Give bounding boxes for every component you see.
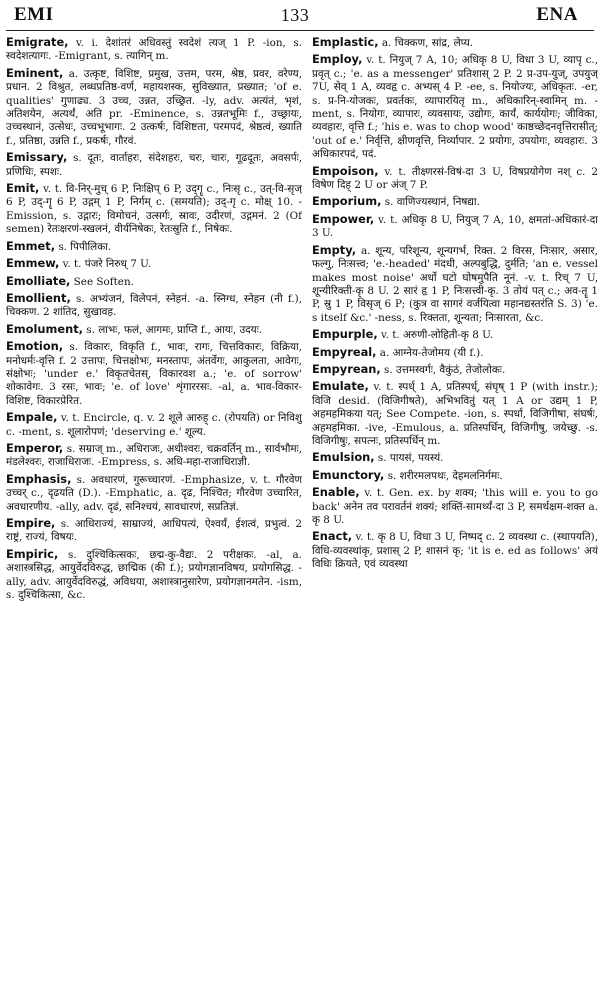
dictionary-entry [6,473,302,514]
dictionary-entry [6,275,302,289]
dictionary-entry [6,323,302,337]
entry-headword: Eminent, [6,65,64,80]
entry-headword: Empty, [312,242,357,257]
entry-headword: Emolument, [6,321,83,336]
dictionary-entry [6,67,302,148]
page-number: 133 [280,4,310,25]
entry-headword: Emmew, [6,256,60,271]
page-header [0,0,600,30]
entry-headword: Emporium, [312,194,382,209]
dictionary-entry [312,328,598,342]
dictionary-entry [6,151,302,179]
entry-headword: Enable, [312,485,360,500]
dictionary-entry [6,292,302,320]
dictionary-entry [312,36,598,50]
entry-headword: Empoison, [312,163,379,178]
dictionary-entry [312,469,598,483]
dictionary-entry [6,240,302,254]
right-guide-word: ENA [536,4,578,25]
entry-definition: s. उत्तमस्वर्गः, वैकुंठं, तेजोलोकः. [380,363,506,376]
dictionary-entry [312,363,598,377]
entry-definition: v. t. कृ 8 U, विधा 3 U, निष्पद् c. 2 व्यवस्था c. (स्थापयति), विधि-व्यवस्थांकृ, प्रशास् 2 P, शासनं कृ; 'it is e. ed as follows' अयं विधिः क्रियते, एवं व्यवस्था [312,531,598,571]
entry-definition: s. सम्राज् m., अधिराजः, अधीश्वरः, चक्रवर्तिन् m., सार्वभौमः, मंडलेश्वरः, राजाधिराजः. -Empress, s. अधि-महा-राजाधिराज्ञी. [6,442,302,469]
dictionary-entry [312,195,598,209]
entry-headword: Emigrate, [6,36,69,49]
dictionary-entry [6,517,302,545]
entry-headword: Empale, [6,410,58,425]
dictionary-entry [312,213,598,241]
dictionary-entry [6,257,302,271]
entry-headword: Emollient, [6,290,71,305]
dictionary-entry [312,451,598,465]
entry-headword: Emmet, [6,238,56,253]
entry-definition: s. अभ्यंजनं, विलेपनं, स्नेहनं. -a. स्निग्ध, स्नेहन (नी f.), चिक्कण. 2 शांतिद, सुखावह. [6,292,302,319]
entry-headword: Emissary, [6,150,68,165]
entry-headword: Emit, [6,181,40,196]
entry-headword: Emulate, [312,379,369,394]
entry-definition: s. दूतः, वार्ताहरः, संदेशहरः, चरः, चारः, गूढदूतः, अवसर्पः, प्रणिधिः, स्पशः. [6,152,302,178]
entry-definition: s. दुश्चिकित्सकः, छद्म-कु-वैद्यः. 2 परीक्षकः. -al, a. अशास्त्रसिद्ध, आयुर्वेदविरुद्ध, छाद्मिक (की f.); प्रयोगज्ञानविषय, प्रयोगसिद्ध. -ally, adv. आयुर्वेदविरुद्धं, अविधया, अशास्त्रानुसारेण, प्रयोगज्ञानमतेन. -ism, s. दुश्चिकित्सा, &c. [6,548,302,602]
entry-definition: a. शून्य, परिशून्य, शून्यगर्भ, रिक्त. 2 विरस, निःसार, असार, फल्गु, निःसत्त्व; 'e.-headed' मंदधी, अल्पबुद्धि, दुर्मति; 'an e. vessel makes most noise' अर्धो घटो घोषमुपैति नूनं. -v. t. रिच् 7 U, शून्यीरिक्ती-कृ 8 U. 2 सारं हृ 1 P, निःसत्त्वी-कृ. 3 तोयं पत् c.; अव-तॄ 1 P, स्रु 1 P, विसृज् 6 P; (कुत्र वा सागरं वर्जयित्वा महानद्यस्तरंति S. 3) 'e. s itself &c.' -ness, s. रिक्तता, शून्यता; निःसारता, &c. [312,244,598,324]
entry-headword: Employ, [312,52,363,67]
entry-definition: s. पिपीलिका. [55,240,112,253]
entry-headword: Empower, [312,211,375,226]
entry-headword: Empiric, [6,546,59,561]
entry-headword: Emplastic, [312,36,379,49]
entry-definition: v. t. नियुज् 7 A, 10; अधिकृ 8 U, विधा 3 U, व्यापृ c., प्रवृत् c.; 'e. as a messenger' प्रतिशास् 2 P. 2 प्र-उप-युज्, उपयुज् 7U, सेव् 1 A, व्यवहृ c. अभ्यस् 4 P. -ee, s. नियोज्यः, अधिकृतः. -er, s. प्र-नि-योजकः, प्रवर्तकः, व्यापारयितृ m., अधिकारिन्-स्वामिन् m. -ment, s. नियोगः, व्यापारः, व्यवसायः, उद्योगः, कार्यं, कार्ययोगः; जीविका, व्यवहारः, वृत्ति f.; 'his e. was to chop wood' काष्ठच्छेदनवृत्तिरासीत्; 'out of e.' निर्वृत्ति, क्षीणवृत्ति, निर्व्यापार. 2 प्रयोगः, उपयोगः, व्यवहारः. 3 अधिकारपदं, पदं. [312,54,598,161]
dictionary-entry [312,486,598,527]
left-column [6,36,302,1002]
entry-headword: Empurple, [312,327,378,342]
entry-definition: s. विकारः, विकृति f., भावः, रागः, चित्तविकारः, विक्रिया, मनोधर्मः-वृत्ति f. 2 उत्तापः, चित्तक्षोभः, मनस्तापः, अंतर्वेगः, आकुलता, आवेगः, संक्षोभः; 'under e.' विकृतचेतस्, विकारवश a.; 'e. of sorrow' शोकावेगः. 3 रसः, भावः; 'e. of love' शृंगाररसः. -al, a. भाव-विकार-विशिष्ट, विकारप्रेरित. [6,341,302,407]
entry-definition: See Soften. [70,275,134,288]
left-guide-word: EMI [14,4,54,25]
header-rule [6,30,594,31]
dictionary-entry [312,53,598,161]
dictionary-entry [6,411,302,439]
entry-definition: v. t. अधिकृ 8 U, नियुज् 7 A, 10, क्षमतां-अधिकारं-दा 3 U. [312,213,598,240]
entry-definition: v. t. तीक्ष्णरसं-विषं-दा 3 U, विषप्रयोगेण नश् c. 2 विषेण दिह् 2 U or अंज् 7 P. [312,165,598,192]
entry-headword: Emolliate, [6,273,71,288]
entry-definition: v. t. अरुणी-लोहिती-कृ 8 U. [377,329,494,342]
entry-definition: v. t. Encircle, q. v. 2 शूले आरुह् c. (रोपयति) or निविशु c. -ment, s. शूलारोपणं; 'deserving e.' शूल्य. [6,412,302,438]
entry-headword: Empire, [6,516,56,530]
dictionary-entry [6,442,302,470]
dictionary-entry [312,165,598,193]
dictionary-entry [6,182,302,237]
entry-definition: s. शरीरमलपथः, देहमलनिर्गमः. [384,469,503,482]
dictionary-entry [6,340,302,408]
entry-definition: s. आधिराज्यं, साम्राज्यं, आधिपत्यं, ऐश्वर्यं, ईशत्वं, प्रभुत्वं. 2 राष्ट्रं, राज्यं, विषयः. [6,518,302,544]
dictionary-entry [312,346,598,360]
dictionary-entry [312,244,598,325]
dictionary-entry [312,530,598,571]
entry-headword: Enact, [312,529,353,544]
entry-headword: Emulsion, [312,450,375,465]
entry-definition: s. अवधारणं, गुरूच्चारणं. -Emphasize, v. t. गौरवेण उच्चर् c., दृढयति (D.). -Emphatic, a. दृढ, निश्चित; गौरवेण उच्चारित, अवधारणीय. -ally, adv. दृढं, सनिश्चयं, सावधारणं, सप्रतिज्ञं. [6,473,302,513]
entry-definition: a. उत्कृष्ट, विशिष्ट, प्रमुख, उत्तम, परम, श्रेष्ठ, प्रवर, वरेण्य, प्रधान. 2 विश्रुत, लब्धप्रतिष्ठ-वर्ण, महायशस्क, सुविख्यात, प्रख्यात; 'of e. qualities' गुणाढ्य. 3 उच्च, उन्नत, उच्छ्रित. -ly, adv. अत्यंतं, भृशं, अतिशयेन, अत्यर्थं, अति pr. -Eminence, s. उन्नतभूमिः f., उच्छ्रायः, उच्चस्थानं, उत्सेधः, उच्चभूभागः. 2 उत्कर्षः, विशिष्टता, परमपदं, श्रेष्ठत्वं, ख्याति f., प्रतिष्ठा, उन्नति f., प्रकर्षः, गौरवं. [6,67,302,147]
entry-headword: Emperor, [6,440,64,455]
entry-definition: a. चिक्कण, सांद्र, लेप्य. [378,37,474,49]
right-column [312,36,598,1002]
entry-definition: v. t. वि-निर्-मुच् 6 P, निःक्षिप् 6 P, उद्गॄ c., निःसृ c., उत्-वि-सृज् 6 P, उद्-गॄ 6 P, उद्गम् 1 P, निर्गम् c. (समयति); उद्-गृ c. मोक्ष् 10. -Emission, s. उद्गारः; विमोचनं, उत्सर्गः, स्रावः, उदीरणं, उद्गमनं. 2 (Of semen) रेतःक्षरणं-स्खलनं, वीर्यनिषेकः, रेतःस्रुति f., निषेकः. [6,183,302,236]
entry-headword: Emunctory, [312,467,385,482]
dictionary-entry [6,548,302,603]
entry-definition: s. पायसं, पयस्यं. [374,452,444,465]
entry-headword: Emotion, [6,339,64,354]
entry-definition: v. t. स्पर्ध् 1 A, प्रतिस्पर्ध्, संघृष् 1 P (with instr.); विजि desid. (विजिगीषते), अभिभवितुं यत् 1 A or उद्यम् 1 P, अहमहमिकया यत्; See Compete. -ion, s. स्पर्धा, विजिगीषा, संघर्षः, अहमहमिका. -ive, -Emulous, a. प्रतिस्पर्धिन्, विजिगीषु, जयेच्छु. -s. विजिगीषुः, सपत्नः, प्रतिस्पर्धिन् m. [312,381,598,447]
dictionary-entry [6,36,302,64]
entry-headword: Empyreal, [312,344,377,359]
entry-definition: a. आग्नेय-तेजोमय (यी f.). [376,346,484,359]
entry-headword: Emphasis, [6,471,72,486]
entry-definition: v. i. देशांतरं अधिवस्तुं स्वदेशं त्यज् 1 P. -ion, s. स्वदेशत्यागः. -Emigrant, s. त्यागिन् m. [6,37,302,63]
entry-definition: s. वाणिज्यस्थानं, निषद्या. [381,196,480,209]
entry-definition: v. t. पंजरे निरुध् 7 U. [59,258,152,271]
entry-definition: s. लाभः, फलं, आगमः, प्राप्ति f., आयः, उदयः. [82,323,263,336]
dictionary-entry [312,380,598,448]
entry-headword: Empyrean, [312,361,381,376]
entry-definition: v. t. Gen. ex. by शक्य; 'this will e. you to go back' अनेन तव परावर्तनं शक्यं; शक्तिं-सामर्थ्यं-दा 3 P, समर्थक्षम-शक्त a. कृ 8 U. [312,487,598,526]
